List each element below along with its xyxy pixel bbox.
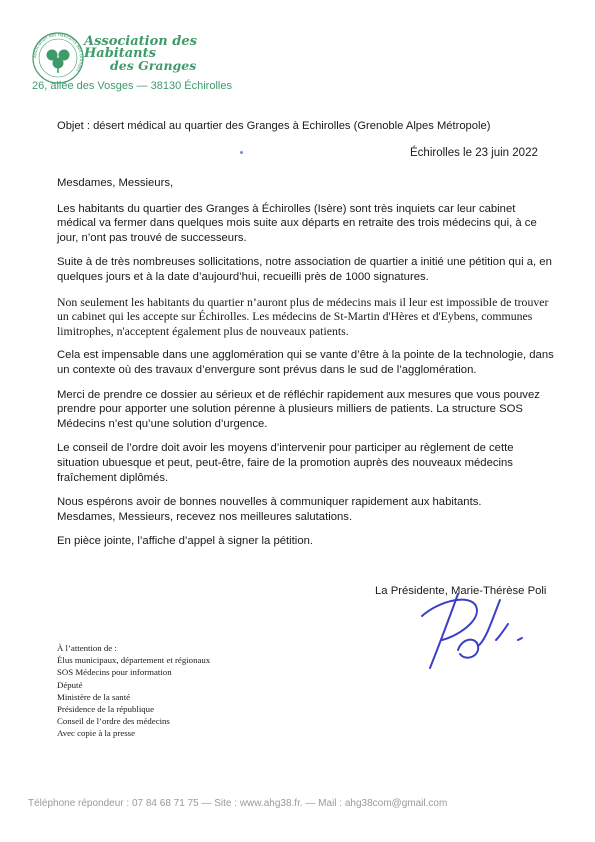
footer-contact: Téléphone répondeur : 07 84 68 71 75 — Site : www.ahg38.fr. — Mail : ahg38com@gmail.com	[28, 798, 448, 809]
recipient-item: Élus municipaux, département et régionaux	[57, 655, 211, 666]
letter-subject: Objet : désert médical au quartier des Granges à Echirolles (Grenoble Alpes Métropole)	[57, 120, 491, 132]
recipient-item: Avec copie à la presse	[57, 728, 135, 739]
recipient-list	[57, 642, 210, 740]
handwritten-signature	[400, 580, 560, 690]
recipient-item: Ministère de la santé	[57, 691, 131, 702]
organization-address: 26, allée des Vosges — 38130 Échirolles	[32, 80, 232, 92]
organization-name	[84, 36, 234, 72]
paragraph-8: En pièce jointe, l’affiche d’appel à signer la pétition.	[57, 535, 314, 548]
logo-ring-text: Association des Habitants des Granges	[31, 31, 85, 73]
paragraph-2: Suite à de très nombreuses sollicitations, notre association de quartier a initié une pétition qui a, en quelques jours et à la date d’aujourd’hui, recueilli près de 1000 signatures.	[57, 256, 552, 283]
recipient-item: Conseil de l’ordre des médecins	[57, 716, 170, 727]
org-name-line-2: des Granges	[110, 58, 197, 73]
paragraph-6: Le conseil de l’ordre doit avoir les moyens d’intervenir pour participer au règlement de cette situation ubuesque et peut, peut-être, faire de la promotion auprès des nouveaux médecins fraîchement diplômés.	[57, 442, 514, 484]
letterhead	[30, 30, 230, 98]
recipient-item: Présidence de la république	[57, 704, 154, 715]
letter-date: Échirolles le 23 juin 2022	[410, 147, 538, 159]
paragraph-5: Merci de prendre ce dossier au sérieux et de réfléchir rapidement aux mesures que vous pouvez prendre pour apporter une solution pérenne à plusieurs milliers de patients. La structure SOS Médecins n’est qu’une solution d’urgence.	[57, 388, 540, 430]
decorative-dot	[240, 151, 243, 154]
letter-body	[57, 176, 557, 559]
clover-logo	[30, 30, 86, 86]
paragraph-3: Non seulement les habitants du quartier n’auront plus de médecins mais il leur est impossible de trouver un cabinet qui les accepte sur Échirolles. Les médecins de St-Martin d'Hères et d'Eybens, communes limitrophes, n'acceptent également plus de nouveaux patients.	[57, 294, 549, 338]
recipient-list-title: À l’attention de :	[57, 643, 117, 653]
paragraph-4: Cela est impensable dans une agglomération qui se vante d’être à la pointe de la technologie, dans un contexte où des travaux d’envergure sont prévus dans le sud de l’agglomération.	[57, 349, 554, 376]
recipient-item: Député	[57, 679, 83, 690]
paragraph-7: Nous espérons avoir de bonnes nouvelles à communiquer rapidement aux habitants. Mesdames, Messieurs, recevez nos meilleures salutations.	[57, 496, 482, 523]
org-name-line-1: Association des Habitants	[84, 34, 197, 61]
paragraph-1: Les habitants du quartier des Granges à Échirolles (Isère) sont très inquiets car leur cabinet médical va fermer dans quelques mois suite aux départs en retraite des trois médecins qui, à ce jour, n’ont pas trouvé de successeurs.	[57, 202, 537, 244]
recipient-item: SOS Médecins pour information	[57, 667, 172, 678]
signature-line: La Présidente, Marie-Thérèse Poli	[375, 585, 547, 597]
greeting: Mesdames, Messieurs,	[57, 177, 174, 189]
